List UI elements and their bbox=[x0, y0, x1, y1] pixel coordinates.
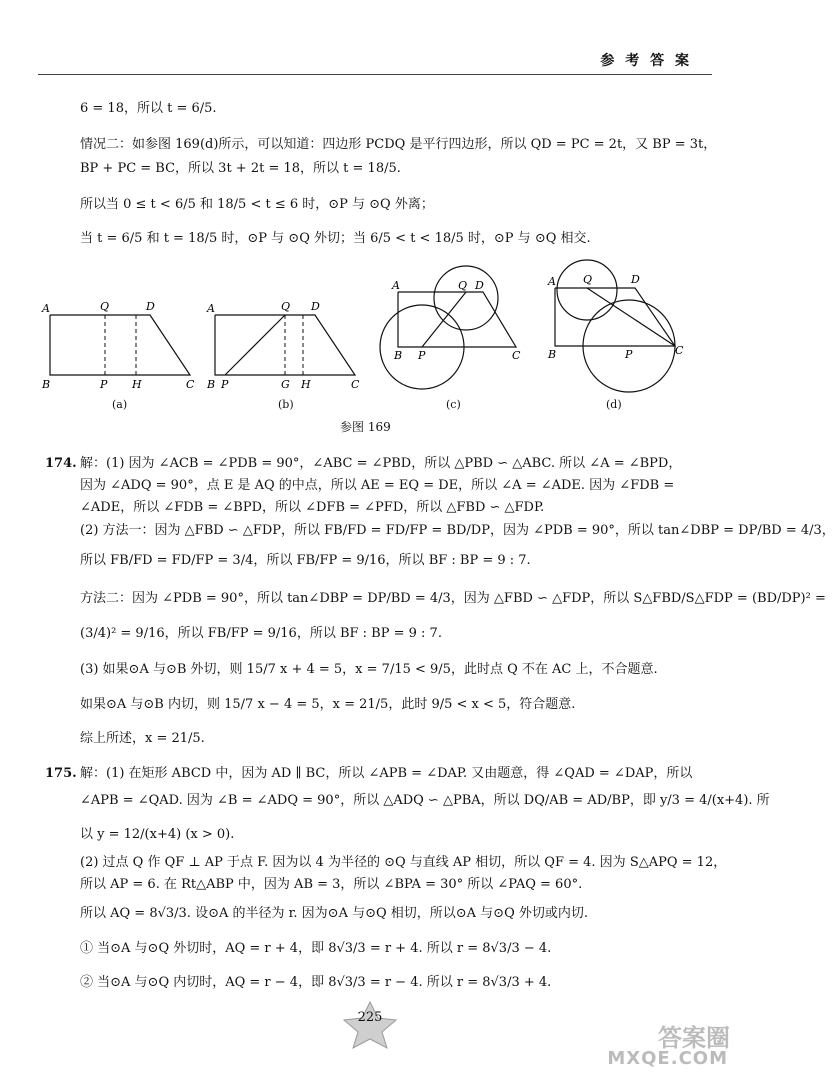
text-line: (3/4)² = 9/16，所以 FB/FP = 9/16，所以 BF : BP = 9 : 7. bbox=[80, 626, 442, 641]
label: B bbox=[207, 378, 216, 391]
text-line: 因为 ∠ADQ = 90°，点 E 是 AQ 的中点，所以 AE = EQ = DE，所以 ∠A = ∠ADE. 因为 ∠FDB = bbox=[80, 478, 675, 493]
watermark-logo: 答案圈 bbox=[658, 1024, 730, 1052]
page-header: 参 考 答 案 bbox=[600, 53, 692, 69]
text-line: 所以 AQ = 8√3/3. 设⊙A 的半径为 r. 因为⊙A 与⊙Q 相切，所以⊙A 与⊙Q 外切或内切. bbox=[80, 906, 588, 921]
text-line: 综上所述，x = 21/5. bbox=[80, 731, 205, 746]
label: A bbox=[392, 279, 400, 292]
figure-d bbox=[545, 258, 710, 398]
label: A bbox=[548, 275, 556, 288]
watermark-url: MXQE.COM bbox=[607, 1048, 728, 1069]
text-line: (2) 过点 Q 作 QF ⊥ AP 于点 F. 因为以 4 为半径的 ⊙Q 与直线 AP 相切，所以 QF = 4. 因为 S△APQ = 12， bbox=[80, 855, 727, 870]
label: Q bbox=[583, 273, 593, 286]
problem-number: 175. bbox=[45, 766, 77, 781]
text-line: ① 当⊙A 与⊙Q 外切时，AQ = r + 4，即 8√3/3 = r + 4. 所以 r = 8√3/3 − 4. bbox=[80, 941, 552, 956]
star-icon bbox=[340, 1000, 400, 1050]
subcaption: (c) bbox=[446, 398, 461, 411]
label: P bbox=[221, 378, 229, 391]
text-line: BP + PC = BC，所以 3t + 2t = 18，所以 t = 18/5. bbox=[80, 161, 401, 176]
page-number: 225 bbox=[357, 1010, 383, 1025]
figure-a bbox=[40, 280, 200, 390]
text-line: 6 = 18，所以 t = 6/5. bbox=[80, 101, 217, 116]
label: G bbox=[281, 378, 290, 391]
label: D bbox=[311, 300, 320, 313]
label: Q bbox=[281, 300, 291, 313]
text-line: 所以 FB/FD = FD/FP = 3/4，所以 FB/FP = 9/16，所以 BF : BP = 9 : 7. bbox=[80, 553, 531, 568]
label: A bbox=[42, 302, 50, 315]
label: C bbox=[675, 344, 684, 357]
label: C bbox=[351, 378, 360, 391]
text-line: 解：(1) 在矩形 ABCD 中，因为 AD ∥ BC，所以 ∠APB = ∠DAP. 又由题意，得 ∠QAD = ∠DAP，所以 bbox=[80, 766, 693, 781]
label: B bbox=[394, 349, 403, 362]
text-line: 所以 AP = 6. 在 Rt△ABP 中，因为 AB = 3，所以 ∠BPA = 30° 所以 ∠PAQ = 60°. bbox=[80, 877, 583, 892]
figure-caption: 参图 169 bbox=[340, 420, 391, 434]
text-line: (2) 方法一：因为 △FBD ∽ △FDP，所以 FB/FD = FD/FP = BD/DP，因为 ∠PDB = 90°，所以 tan∠DBP = DP/BD = 4/3， bbox=[80, 523, 835, 538]
label: P bbox=[625, 348, 633, 361]
label: C bbox=[512, 349, 521, 362]
subcaption: (d) bbox=[606, 398, 622, 411]
text-line: 情况二：如参图 169(d)所示，可以知道：四边形 PCDQ 是平行四边形，所以 QD = PC = 2t，又 BP = 3t， bbox=[80, 137, 717, 152]
text-line: ② 当⊙A 与⊙Q 内切时，AQ = r − 4，即 8√3/3 = r − 4. 所以 r = 8√3/3 + 4. bbox=[80, 975, 552, 990]
text-line: 方法二：因为 ∠PDB = 90°，所以 tan∠DBP = DP/BD = 4/3，因为 △FBD ∽ △FDP，所以 S△FBD/S△FDP = (BD/DP)² = bbox=[80, 591, 826, 606]
label: P bbox=[100, 378, 108, 391]
label: H bbox=[132, 378, 142, 391]
text-line: ∠APB = ∠QAD. 因为 ∠B = ∠ADQ = 90°，所以 △ADQ ∽ △PBA，所以 DQ/AB = AD/BP，即 y/3 = 4/(x+4). 所 bbox=[80, 793, 770, 808]
text-line: 所以当 0 ≤ t < 6/5 和 18/5 < t ≤ 6 时，⊙P 与 ⊙Q 外离； bbox=[80, 197, 434, 212]
label: D bbox=[631, 273, 640, 286]
text-line: 以 y = 12/(x+4) (x > 0). bbox=[80, 827, 235, 842]
text-line: 当 t = 6/5 和 t = 18/5 时，⊙P 与 ⊙Q 外切；当 6/5 < t < 18/5 时，⊙P 与 ⊙Q 相交. bbox=[80, 231, 591, 246]
label: B bbox=[548, 348, 557, 361]
problem-number: 174. bbox=[45, 456, 77, 471]
figure-b bbox=[205, 280, 365, 390]
text-line: 如果⊙A 与⊙B 内切，则 15/7 x − 4 = 5，x = 21/5，此时 9/5 < x < 5，符合题意. bbox=[80, 697, 576, 712]
label: D bbox=[475, 279, 484, 292]
text-line: (3) 如果⊙A 与⊙B 外切，则 15/7 x + 4 = 5，x = 7/15 < 9/5，此时点 Q 不在 AC 上，不合题意. bbox=[80, 662, 658, 677]
label: A bbox=[207, 302, 215, 315]
text-line: ∠ADE，所以 ∠FDB = ∠BPD，所以 ∠DFB = ∠PFD，所以 △FBD ∽ △FDP. bbox=[80, 500, 545, 515]
header-rule bbox=[38, 74, 712, 75]
label: C bbox=[186, 378, 195, 391]
label: P bbox=[418, 349, 426, 362]
text-line: 解：(1) 因为 ∠ACB = ∠PDB = 90°，∠ABC = ∠PBD，所以 △PBD ∽ △ABC. 所以 ∠A = ∠BPD， bbox=[80, 456, 682, 471]
label: Q bbox=[458, 279, 468, 292]
label: D bbox=[146, 300, 155, 313]
subcaption: (a) bbox=[112, 398, 128, 411]
subcaption: (b) bbox=[278, 398, 294, 411]
label: H bbox=[301, 378, 311, 391]
label: B bbox=[42, 378, 51, 391]
figure-c bbox=[378, 262, 538, 397]
label: Q bbox=[100, 300, 110, 313]
